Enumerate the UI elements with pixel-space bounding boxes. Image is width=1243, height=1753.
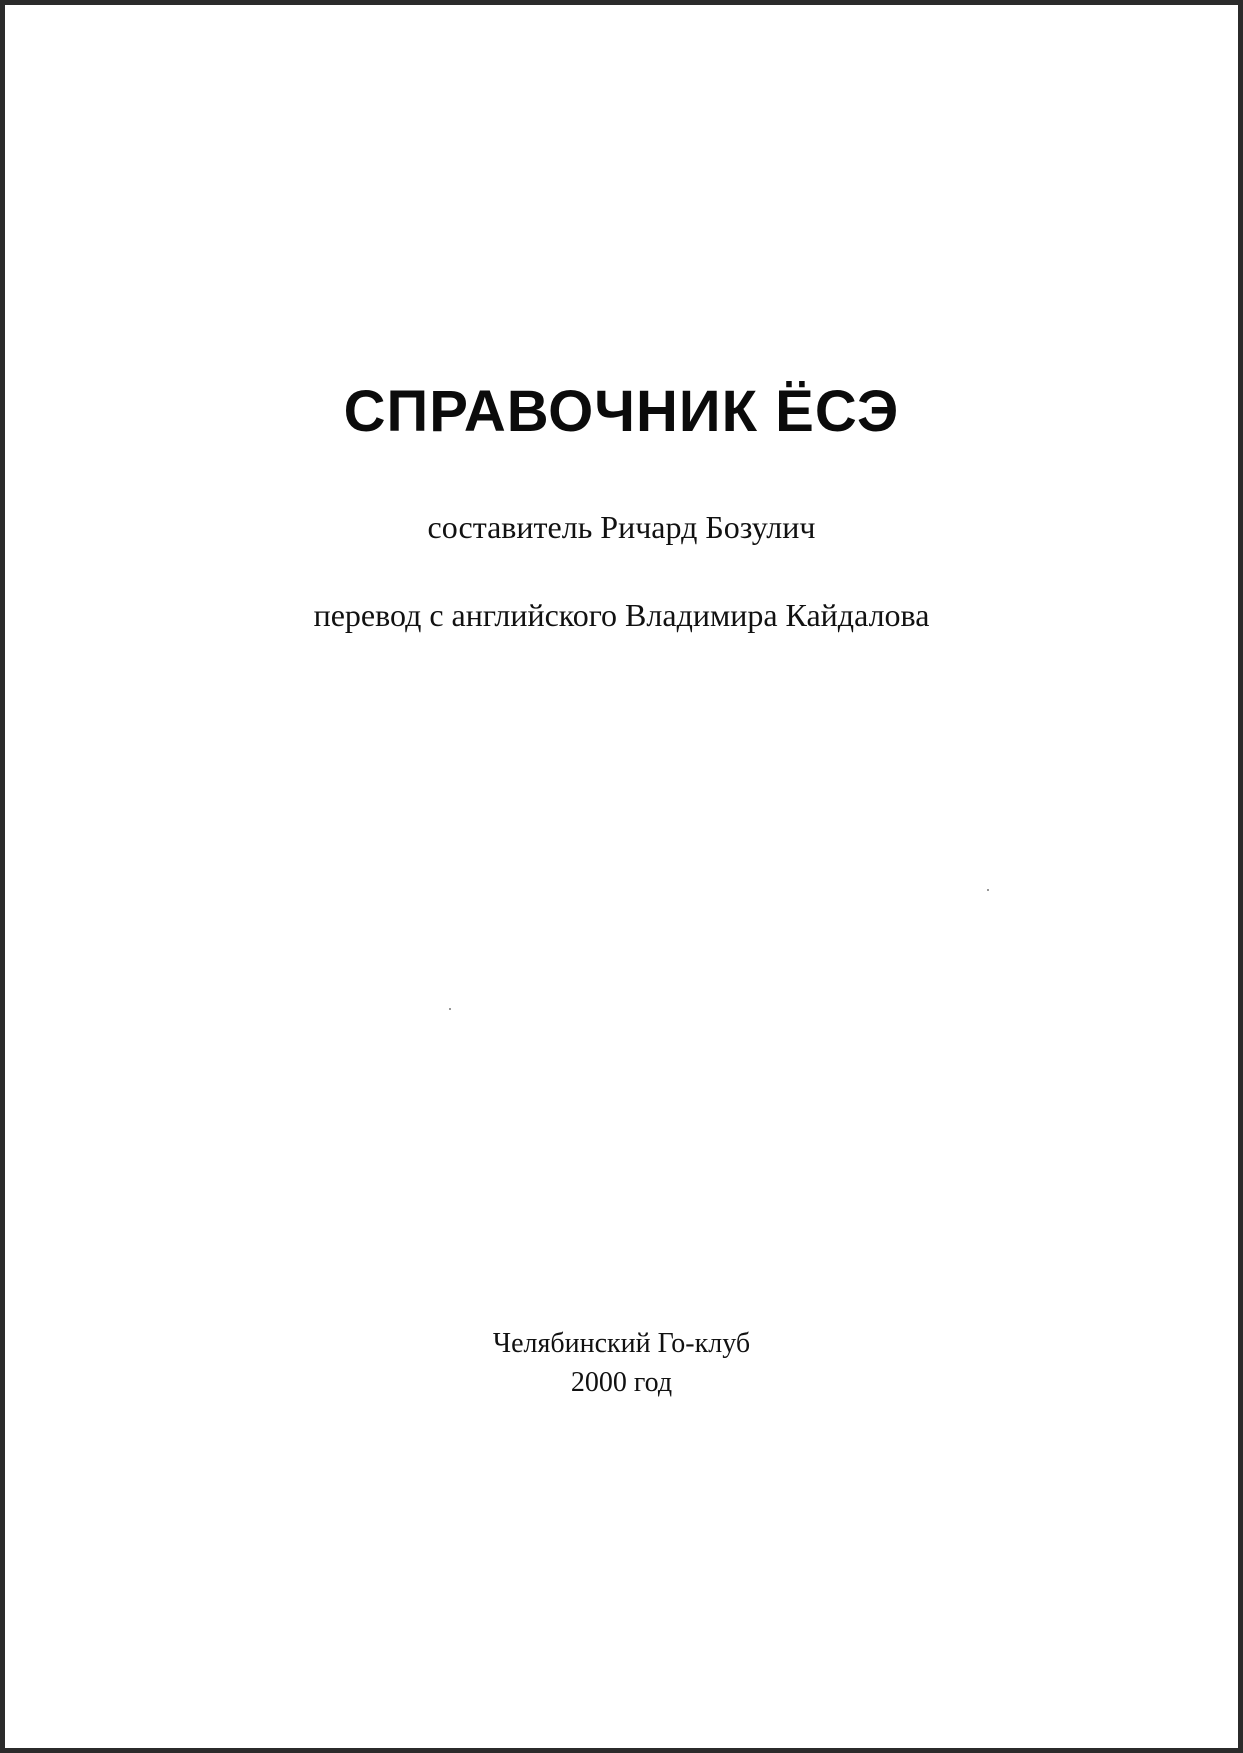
publisher-name: Челябинский Го-клуб — [492, 1328, 751, 1359]
compiler-credit: составитель Ричард Бозулич — [427, 509, 816, 545]
translator-credit: перевод с английского Владимира Кайдалова — [313, 597, 930, 633]
book-title: СПРАВОЧНИК ЁСЭ — [343, 379, 900, 444]
publication-year: 2000 год — [570, 1367, 673, 1398]
scan-speck — [987, 889, 989, 891]
scan-speck — [449, 1008, 451, 1010]
